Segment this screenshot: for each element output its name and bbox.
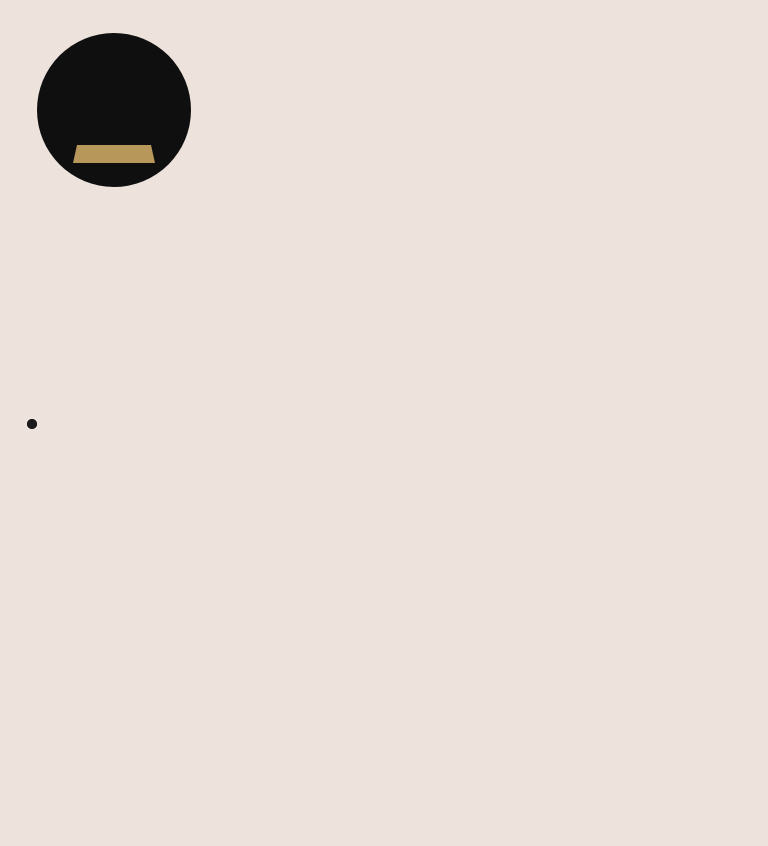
ilulemmik-award-badge xyxy=(37,33,191,187)
bullet-icon xyxy=(27,419,37,429)
